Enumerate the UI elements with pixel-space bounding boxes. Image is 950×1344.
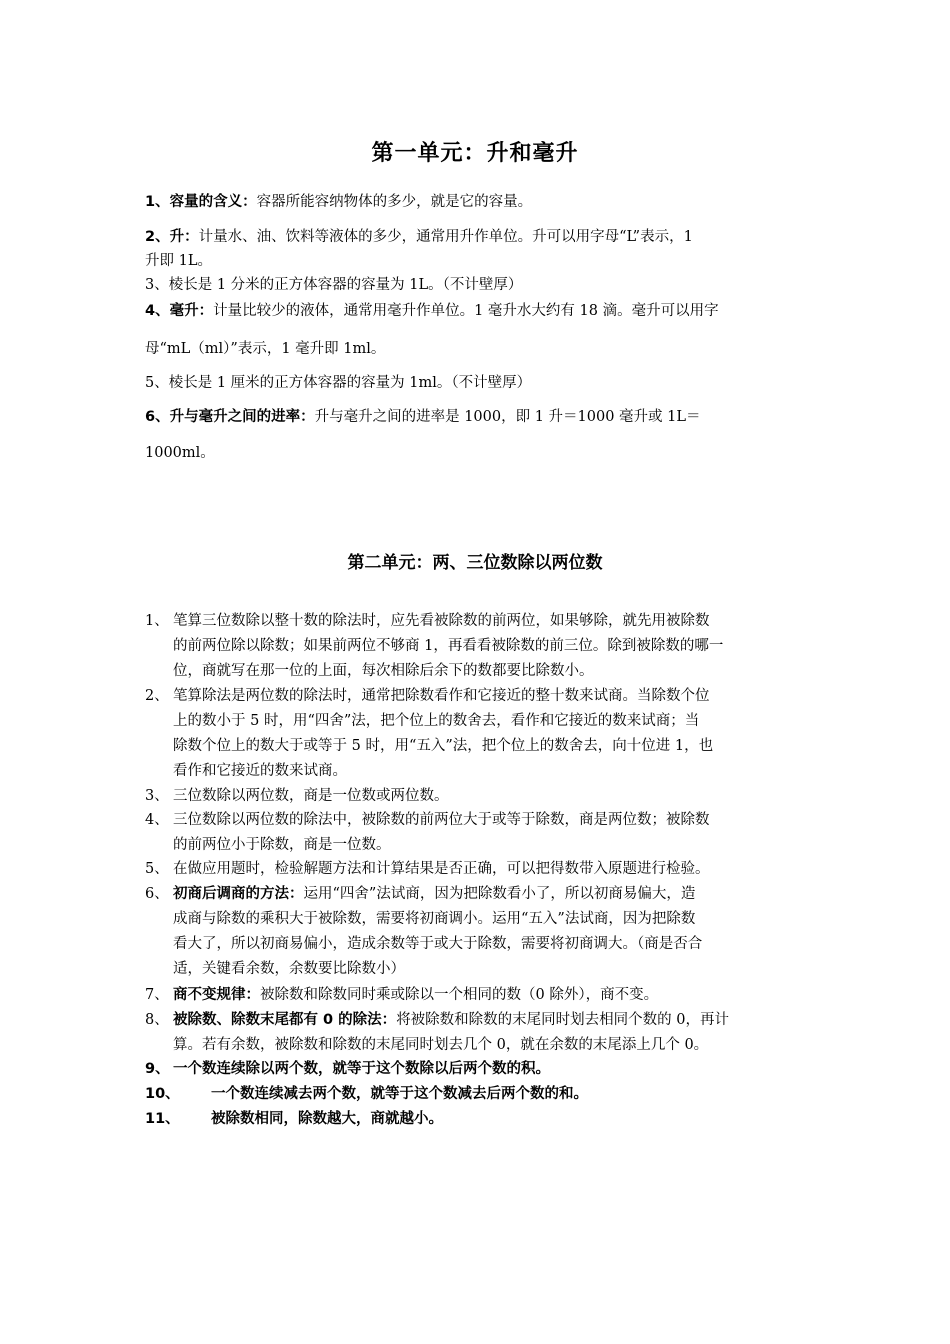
item-line: 笔算除法是两位数的除法时，通常把除数看作和它接近的整十数来试商。当除数个位: [173, 688, 710, 704]
item-line: 成商与除数的乘积大于被除数，需要将初商调小。运用“五入”法试商，因为把除数: [173, 911, 696, 927]
item-label: 初商后调商的方法：: [173, 886, 304, 902]
item-number: 6、: [145, 886, 169, 902]
item-label: 4、毫升：: [145, 303, 214, 319]
item-line: 笔算三位数除以整十数的除法时，应先看被除数的前两位，如果够除，就先用被除数: [173, 613, 710, 629]
item-line: 适，关键看余数，余数要比除数小）: [173, 961, 405, 977]
item-text: 将被除数和除数的末尾同时划去相同个数的 0，再计: [396, 1012, 730, 1028]
item-text: 计量比较少的液体，通常用毫升作单位。1 毫升水大约有 18 滴。毫升可以用字: [213, 303, 719, 319]
item-line: 被除数相同，除数越大，商就越小。: [211, 1111, 443, 1127]
item-label: 2、升：: [145, 229, 199, 245]
item-line: 上的数小于 5 时，用“四舍”法，把个位上的数舍去，看作和它接近的数来试商；当: [173, 713, 700, 729]
item-text: 运用“四舍”法试商，因为把除数看小了，所以初商易偏大，造: [303, 886, 696, 902]
item-text: 计量水、油、饮料等液体的多少，通常用升作单位。升可以用字母“L”表示，1: [198, 229, 693, 245]
unit1-title: 第一单元：升和毫升: [371, 141, 579, 166]
item-number: 9、: [145, 1061, 170, 1077]
item-text: 容器所能容纳物体的多少，就是它的容量。: [256, 194, 533, 210]
item-line: 一个数连续除以两个数，就等于这个数除以后两个数的积。: [173, 1061, 550, 1077]
item-line: [173, 983, 813, 1008]
item-label: 商不变规律：: [173, 987, 260, 1003]
unit1-item-6: [145, 405, 815, 429]
item-number: 8、: [145, 1012, 169, 1028]
unit1-item-2-cont: 升即 1L。: [145, 253, 212, 269]
unit1-item-3: 3、棱长是 1 分米的正方体容器的容量为 1L。（不计壁厚）: [145, 277, 523, 293]
item-text: 被除数和除数同时乘或除以一个相同的数（0 除外），商不变。: [260, 987, 659, 1003]
item-number: 2、: [145, 688, 169, 704]
unit1-item-2: [145, 225, 815, 249]
item-number: 7、: [145, 987, 169, 1003]
item-line: 的前两位除以除数；如果前两位不够商 1，再看看被除数的前三位。除到被除数的哪一: [173, 638, 724, 654]
unit1-item-4-cont: 母“mL（ml）”表示，1 毫升即 1ml。: [145, 341, 386, 357]
item-line: 算。若有余数，被除数和除数的末尾同时划去几个 0，就在余数的末尾添上几个 0。: [173, 1037, 709, 1053]
item-number: 3、: [145, 788, 169, 804]
item-line: 在做应用题时，检验解题方法和计算结果是否正确，可以把得数带入原题进行检验。: [173, 861, 710, 877]
unit1-item-5: 5、棱长是 1 厘米的正方体容器的容量为 1ml。（不计壁厚）: [145, 375, 532, 391]
item-line: 看大了，所以初商易偏小，造成余数等于或大于除数，需要将初商调大。（商是否合: [173, 936, 703, 952]
item-line: [173, 882, 813, 907]
item-line: 一个数连续减去两个数，就等于这个数减去后两个数的和。: [211, 1086, 588, 1102]
item-line: 三位数除以两位数的除法中，被除数的前两位大于或等于除数，商是两位数；被除数: [173, 812, 710, 828]
item-number: 1、: [145, 613, 169, 629]
unit1-item-1: [145, 190, 815, 214]
item-number: 4、: [145, 812, 169, 828]
item-line: 三位数除以两位数，商是一位数或两位数。: [173, 788, 449, 804]
unit1-item-4: [145, 299, 815, 323]
item-line: 看作和它接近的数来试商。: [173, 763, 347, 779]
item-text: 升与毫升之间的进率是 1000，即 1 升＝1000 毫升或 1L＝: [314, 409, 701, 425]
item-number: 11、: [145, 1111, 180, 1127]
unit2-title: 第二单元：两、三位数除以两位数: [347, 553, 603, 573]
item-line: [173, 1008, 813, 1033]
item-line: 除数个位上的数大于或等于 5 时，用“五入”法，把个位上的数舍去，向十位进 1，也: [173, 738, 714, 754]
item-number: 10、: [145, 1086, 180, 1102]
item-line: 的前两位小于除数，商是一位数。: [173, 837, 391, 853]
item-number: 5、: [145, 861, 169, 877]
item-line: 位，商就写在那一位的上面，每次相除后余下的数都要比除数小。: [173, 663, 594, 679]
unit1-item-6-cont: 1000ml。: [145, 445, 215, 461]
item-label: 6、升与毫升之间的进率：: [145, 409, 315, 425]
item-label: 1、容量的含义：: [145, 194, 257, 210]
item-label: 被除数、除数末尾都有 0 的除法：: [173, 1012, 397, 1028]
